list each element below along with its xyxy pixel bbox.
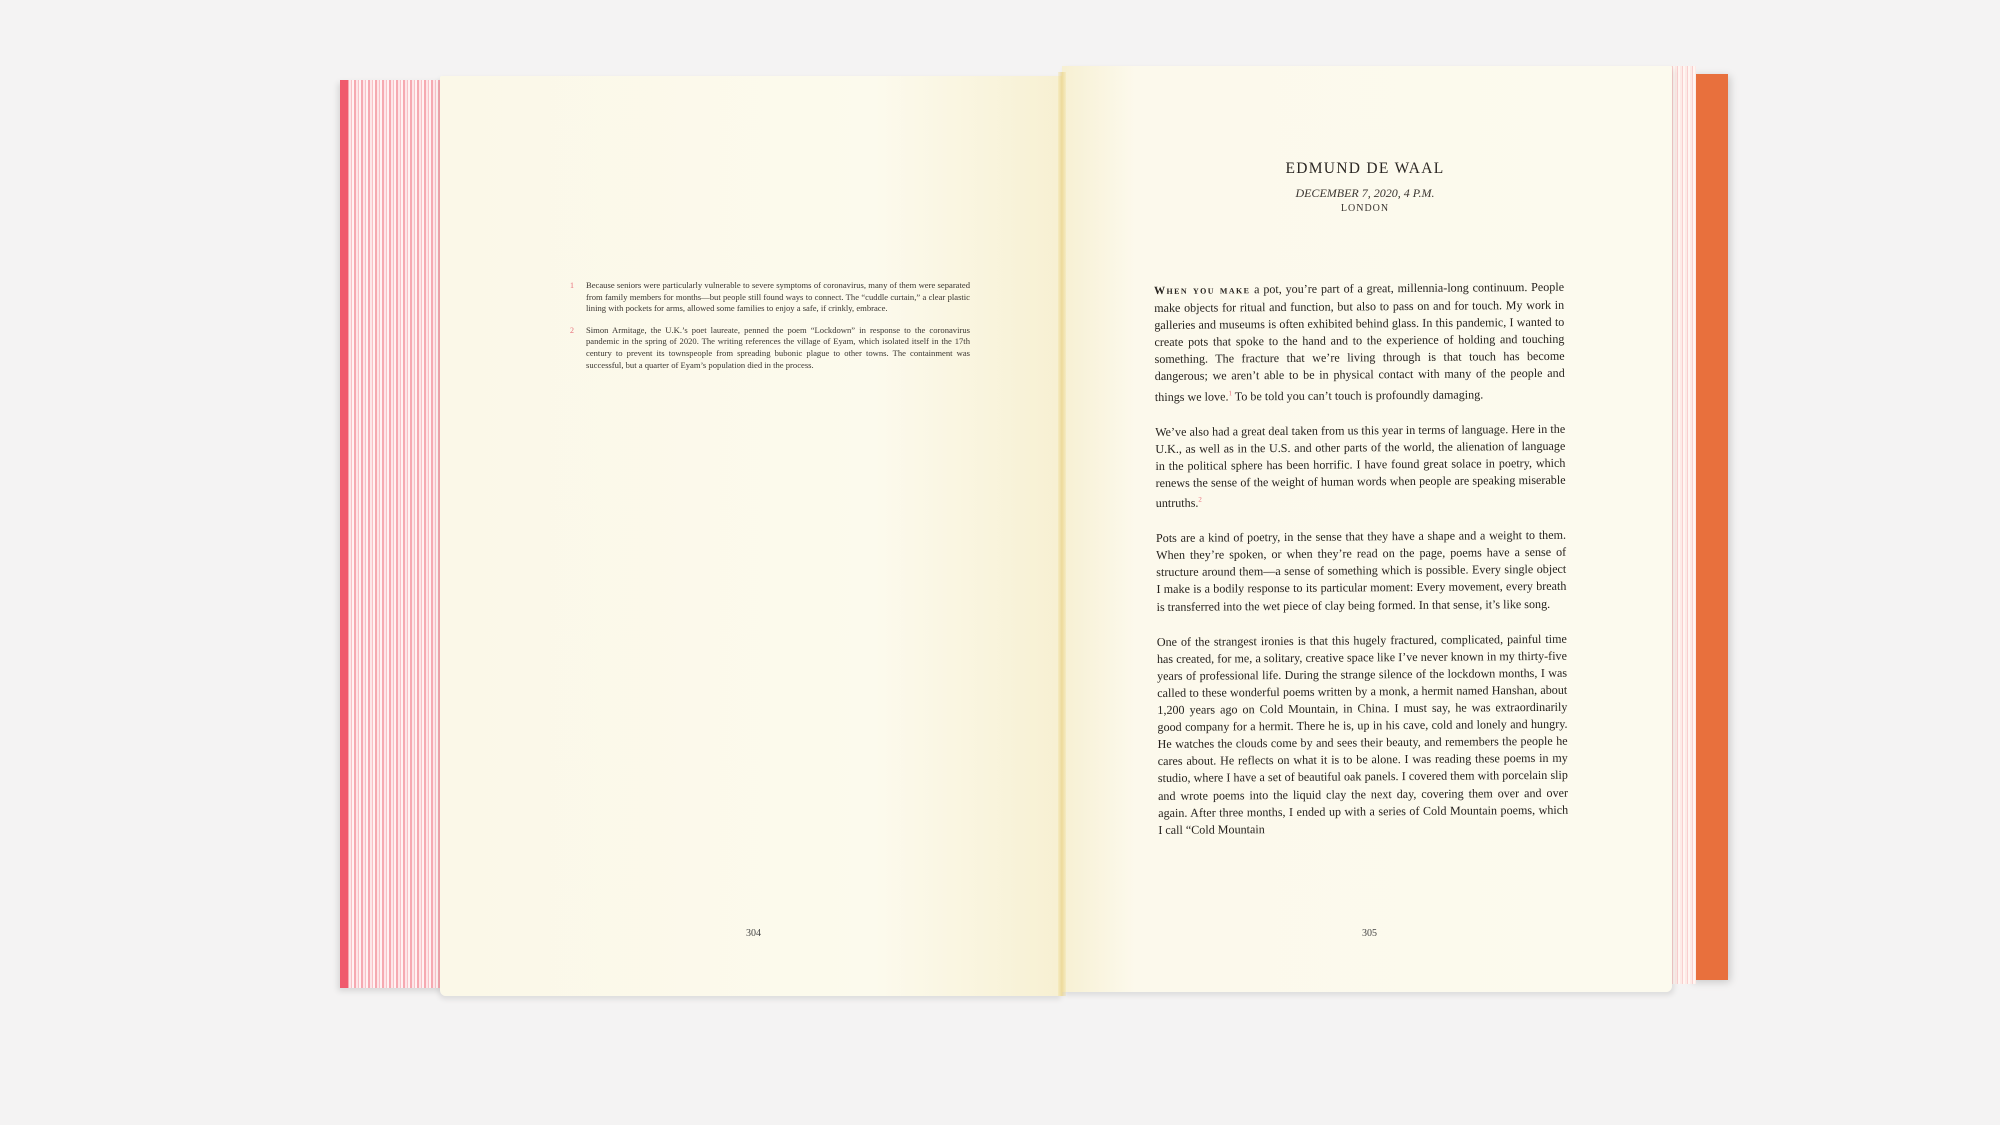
- paragraph: [1157, 630, 1569, 838]
- paragraph: [1155, 420, 1566, 512]
- paragraph-text: One of the strangest ironies is that this hugely fractured, complicated, painful time has created, for me, a solitary, creative space like I’ve never known in my thirty-five years of professional life. During the strange silence of the lockdown months, I was called to these wonderful poems written by a monk, a hermit named Hanshan, about 1,200 years ago on Cold Mountain, in China. I must say, he was extraordinarily good company for a hermit. There he is, up in his cave, cold and lonely and hungry. He watches the clouds come by and sees their beauty, and remembers the people he cares about. He reflects on what it is to be alone. I was reading these poems in my studio, where I have a set of beautiful oak panels. I covered them with porcelain slip and wrote poems into the liquid clay the next day, covering them over and over again. After three months, I ended up with a series of Cold Mountain poems, which I call “Cold Mountain: [1156, 631, 1569, 837]
- footnote-number: 1: [570, 281, 574, 290]
- page-number-left: 304: [746, 928, 761, 939]
- paragraph-text: a pot, you’re part of a great, millennia-long continuum. People make objects for ritual and function, but also to pass on and for touch. My work in galleries and museums is often exhibited behind glass. In this pandemic, I wanted to create pots that spoke to the hand and to the experience of holding and touching something. The fracture that we’re living through is that touch has become dangerous; we aren’t able to be in physical contact with many of the people and things we love.: [1154, 279, 1565, 404]
- date-line: DECEMBER 7, 2020, 4 P.M.: [1295, 186, 1435, 200]
- footnote-2: [570, 325, 970, 371]
- page-number-right: 305: [1362, 928, 1377, 939]
- author-heading: EDMUND DE WAAL: [1285, 160, 1445, 177]
- left-page: [440, 76, 1062, 996]
- paragraph-text: We’ve also had a great deal taken from us this year in terms of language. Here in the U.K., as well as in the U.S. and other parts of the world, the alienation of language in the political sphere has been horrific. I have found great solace in poetry, which renews the sense of the weight of human words when people are speaking miserable untruths.: [1155, 421, 1566, 511]
- paragraph: [1154, 279, 1565, 406]
- footnote-text: Simon Armitage, the U.K.’s poet laureate, penned the poem “Lockdown” in response to the coronavirus pandemic in the spring of 2020. The writing references the village of Eyam, which isolated itself in the 17th century to prevent its townspeople from spreading bubonic plague to other towns. The containment was successful, but a quarter of Eyam’s population died in the process.: [586, 324, 970, 370]
- book-gutter: [1058, 72, 1066, 996]
- paragraph-text: Pots are a kind of poetry, in the sense that they have a shape and a weight to them. When they’re spoken, or when they’re read on the page, poems have a sense of structure around them—a sense of something which is possible. Every single object I make is a bodily response to its particular moment: Every movement, every breath is transferred into the wet piece of clay being formed. In that sense, it’s like song.: [1155, 527, 1567, 614]
- footnote-reference: 1: [1228, 388, 1232, 397]
- location-line: LONDON: [1340, 203, 1390, 214]
- footnote-reference: 2: [1198, 495, 1202, 504]
- footnotes: [570, 280, 970, 381]
- footnote-1: [570, 280, 970, 315]
- lead-in: When you make: [1154, 284, 1251, 297]
- body-text: [1154, 279, 1569, 857]
- left-page-edges: [340, 80, 446, 988]
- footnote-number: 2: [570, 325, 574, 335]
- paragraph-text-after: To be told you can’t touch is profoundly damaging.: [1231, 387, 1484, 403]
- footnote-text: Because seniors were particularly vulnerable to severe symptoms of coronavirus, many of them were separated from family members for months—but people still found ways to connect. The “cuddle curtain,” a clear plastic lining with pockets for arms, allowed some families to enjoy a safe, if crinkly, embrace.: [586, 280, 970, 314]
- paragraph: [1156, 527, 1567, 616]
